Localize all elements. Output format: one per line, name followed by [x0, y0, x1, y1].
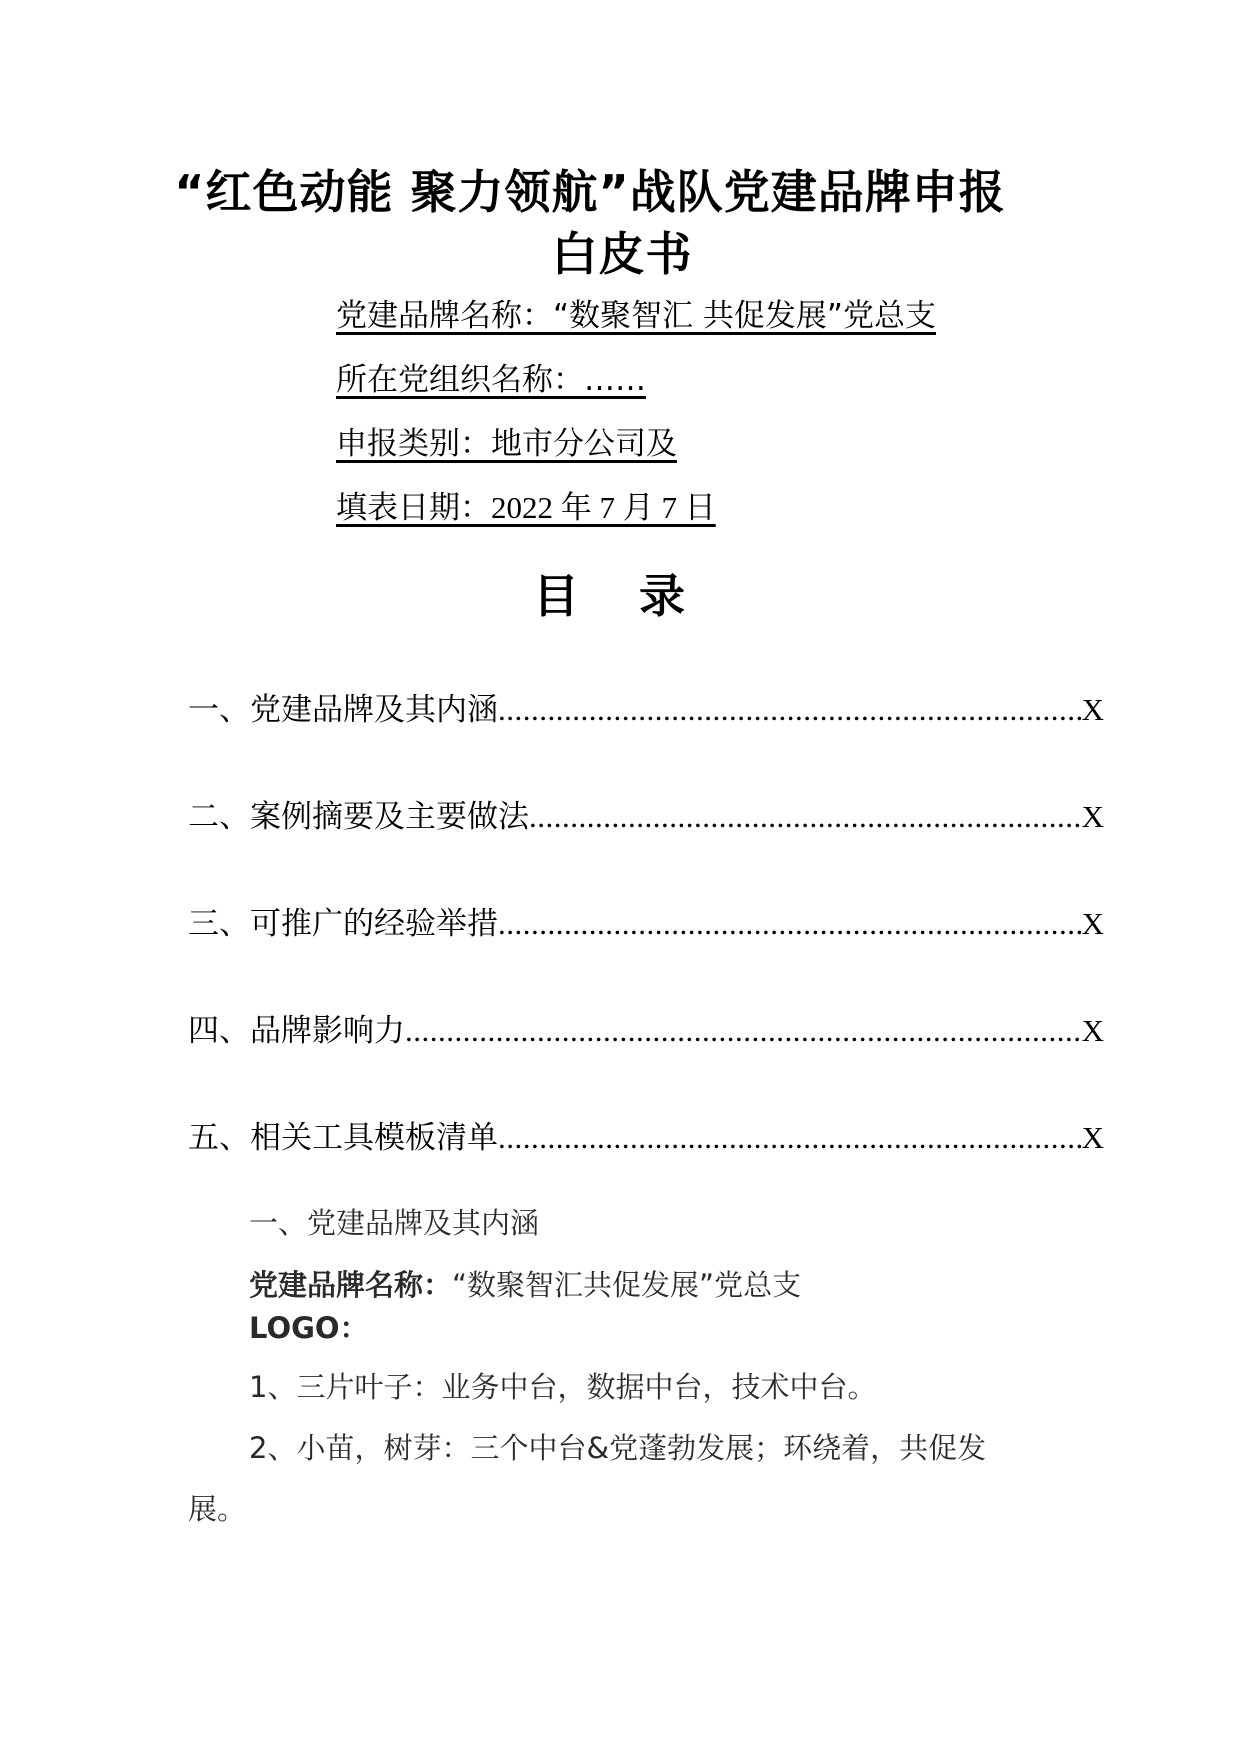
date-field [336, 488, 716, 528]
toc-item-label: 二、案例摘要及主要做法 [188, 799, 529, 835]
toc-item[interactable] [188, 688, 1104, 732]
document-title-line-1: “红色动能 聚力领航”战队党建品牌申报 [174, 165, 1006, 219]
document-title-line-2: 白皮书 [551, 227, 693, 281]
date-value: 2022 年 7 月 7 日 [491, 490, 716, 525]
toc-item-page: X [1081, 692, 1104, 727]
toc-item-label: 三、可推广的经验举措 [188, 906, 498, 942]
logo-point-2-line-1: 2、小苗，树芽：三个中台&党蓬勃发展；环绕着，共促发 [249, 1431, 987, 1465]
toc-item[interactable] [188, 795, 1104, 839]
toc-item-page: X [1081, 1120, 1104, 1155]
toc-item-page: X [1081, 1013, 1104, 1048]
toc-item[interactable] [188, 1009, 1104, 1053]
logo-point-2-line-2: 展。 [188, 1492, 247, 1526]
toc-leader-dots [498, 902, 1082, 946]
brand-label: 党建品牌名称： [249, 1268, 453, 1302]
toc-leader-dots [498, 688, 1082, 732]
category-text: 申报类别：地市分公司及 [336, 426, 677, 462]
section-1-heading: 一、党建品牌及其内涵 [249, 1206, 540, 1240]
toc-item[interactable] [188, 902, 1104, 946]
section-1-brand-line [249, 1265, 801, 1305]
toc-item-page: X [1081, 799, 1104, 834]
date-label: 填表日期： [336, 490, 491, 526]
toc-item-label: 一、党建品牌及其内涵 [188, 692, 498, 728]
toc-heading: 目 录 [532, 569, 707, 623]
logo-label: LOGO： [249, 1311, 369, 1345]
toc-leader-dots [405, 1009, 1082, 1053]
category-field [336, 424, 677, 464]
toc-item-label: 五、相关工具模板清单 [188, 1120, 498, 1156]
toc-item-label: 四、品牌影响力 [188, 1013, 405, 1049]
org-name-field: 所在党组织名称：…… [336, 362, 646, 398]
toc-item[interactable] [188, 1116, 1104, 1160]
toc-item-page: X [1081, 906, 1104, 941]
brand-value: “数聚智汇共促发展”党总支 [452, 1268, 802, 1302]
toc-leader-dots [498, 1116, 1082, 1160]
logo-point-1: 1、三片叶子：业务中台，数据中台，技术中台。 [249, 1370, 877, 1404]
brand-name-field: 党建品牌名称：“数聚智汇 共促发展”党总支 [336, 298, 936, 334]
toc-leader-dots [529, 795, 1082, 839]
